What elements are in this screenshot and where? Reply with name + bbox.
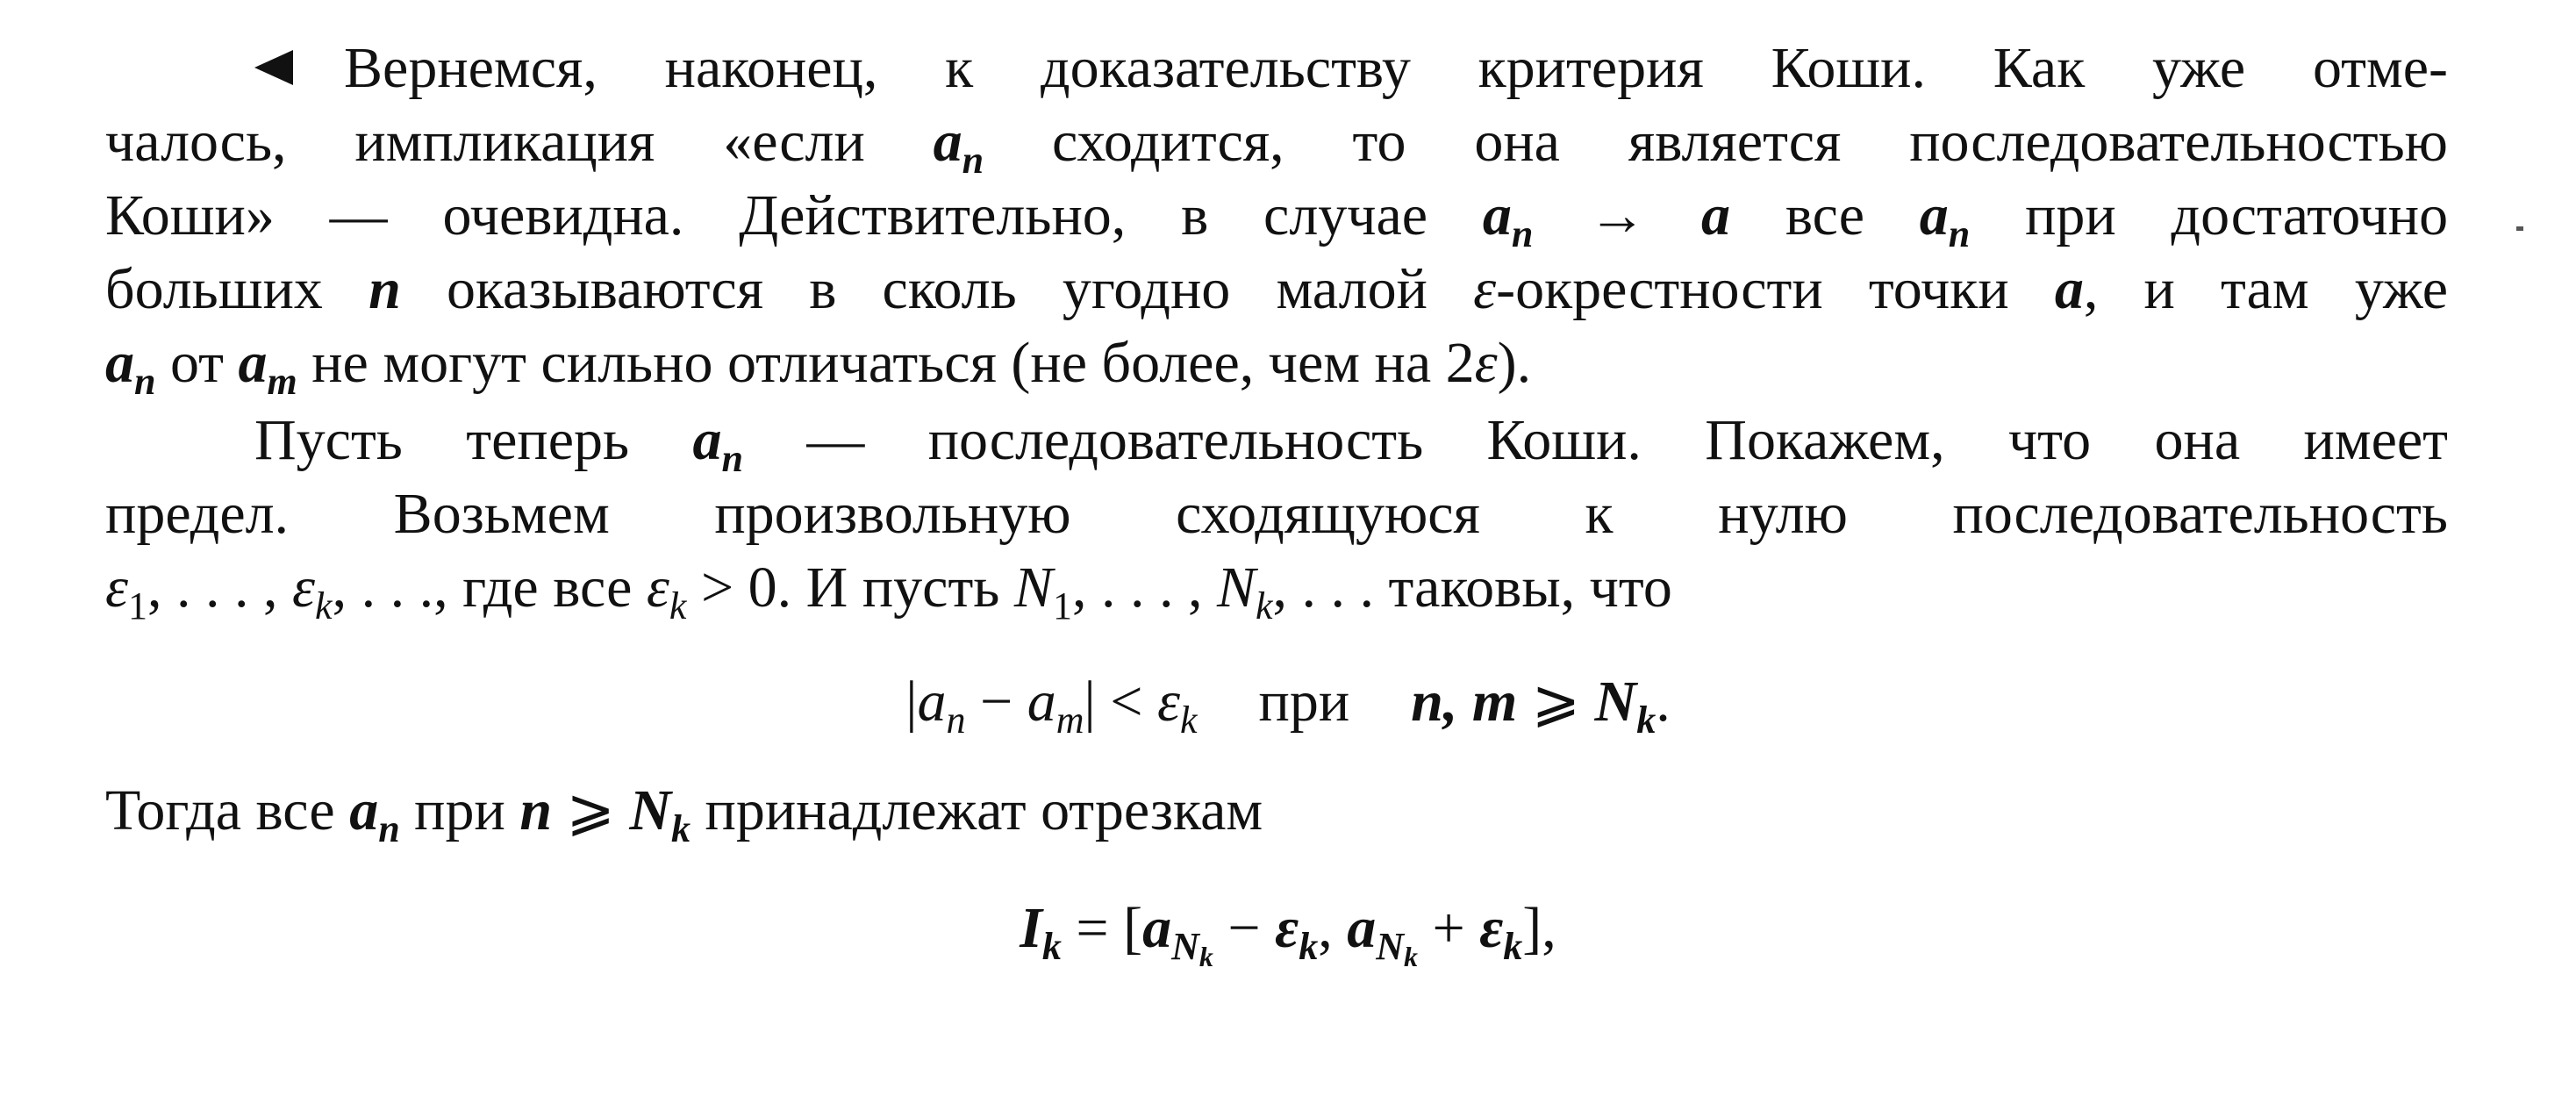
scan-speck	[2516, 226, 2523, 231]
math-an-to-a: $a_n \to a$	[1482, 183, 1730, 255]
math-interval-definition: $I_k = [a_{N_k} - \varepsilon_k$, $a_{N_k} + \varepsilon_k$],	[1020, 896, 1556, 972]
text: не могут сильно отличаться (не более, чем на 2	[311, 331, 1475, 395]
text: предел. Возьмем произвольную сходящуюся к нулю последовательность	[105, 482, 2448, 546]
formula-intervals	[0, 892, 2576, 972]
text: -окрестности точки	[1496, 257, 2009, 321]
math-abs-difference: $|a_n - a_m| < \varepsilon_k$	[905, 670, 1198, 742]
math-n: n	[369, 257, 401, 321]
p1-line-4	[105, 253, 2448, 326]
p1-line-2	[105, 105, 2448, 182]
text: , где все	[433, 556, 633, 620]
p2-line-2	[105, 477, 2448, 551]
text: при достаточно	[2025, 183, 2449, 247]
text: все	[1785, 183, 1864, 247]
text: , и там уже	[2083, 257, 2449, 321]
math-N-sequence: $N_1$, . . . , $N_k$, . . .	[1013, 556, 1374, 627]
formula-cauchy-condition	[0, 665, 2576, 742]
math-a-n: $a_n$	[105, 331, 156, 403]
text: таковы, что	[1388, 556, 1672, 620]
math-a-n: $a_n$	[1919, 183, 1971, 255]
p1-text-1: Вернемся, наконец, к доказательству критерия Коши. Как уже отме-	[344, 36, 2448, 100]
math-epsilon-k-positive: $\varepsilon_k > 0$	[646, 556, 777, 627]
p2-line-3	[105, 551, 2448, 625]
text: Пусть теперь	[254, 408, 630, 472]
p1-line-3	[105, 179, 2448, 253]
text: оказываются в сколь угодно малой	[446, 257, 1428, 321]
text: ).	[1497, 331, 1532, 395]
text: . И пусть	[776, 556, 1000, 620]
text: Тогда все	[105, 778, 335, 842]
math-n-ge-Nk: n ⩾ $N_k$	[519, 778, 691, 850]
p1-line-1	[254, 32, 2448, 105]
p3-line-1	[105, 774, 2448, 848]
proof-start-triangle-icon	[254, 50, 293, 85]
text: принадлежат отрезкам	[705, 778, 1263, 842]
text: Коши» — очевидна. Действительно, в случае	[105, 183, 1428, 247]
p1-line-5	[105, 326, 2448, 403]
formula-word-pri: при	[1258, 670, 1350, 734]
math-epsilon: ε	[1474, 331, 1498, 395]
math-a-n: $a_n$	[349, 778, 400, 850]
text: сходится, то она является последовательностью	[1051, 110, 2448, 174]
text: больших	[105, 257, 323, 321]
math-a-m: $a_m$	[238, 331, 297, 403]
math-epsilon-sequence: $\varepsilon_1$, . . . , $\varepsilon_k$, . . .	[105, 556, 434, 627]
text: при	[414, 778, 505, 842]
text: от	[169, 331, 224, 395]
text: чалось, импликация «если	[105, 110, 865, 174]
math-a-n: $a_n$	[933, 110, 984, 182]
math-n-m-ge-Nk: n, m ⩾ $N_k$.	[1411, 670, 1671, 742]
math-a-n: $a_n$	[692, 408, 743, 480]
math-a: a	[2054, 257, 2084, 321]
p2-line-1	[254, 404, 2449, 480]
text: — последовательность Коши. Покажем, что она имеет	[806, 408, 2449, 472]
math-epsilon: ε	[1473, 257, 1497, 321]
